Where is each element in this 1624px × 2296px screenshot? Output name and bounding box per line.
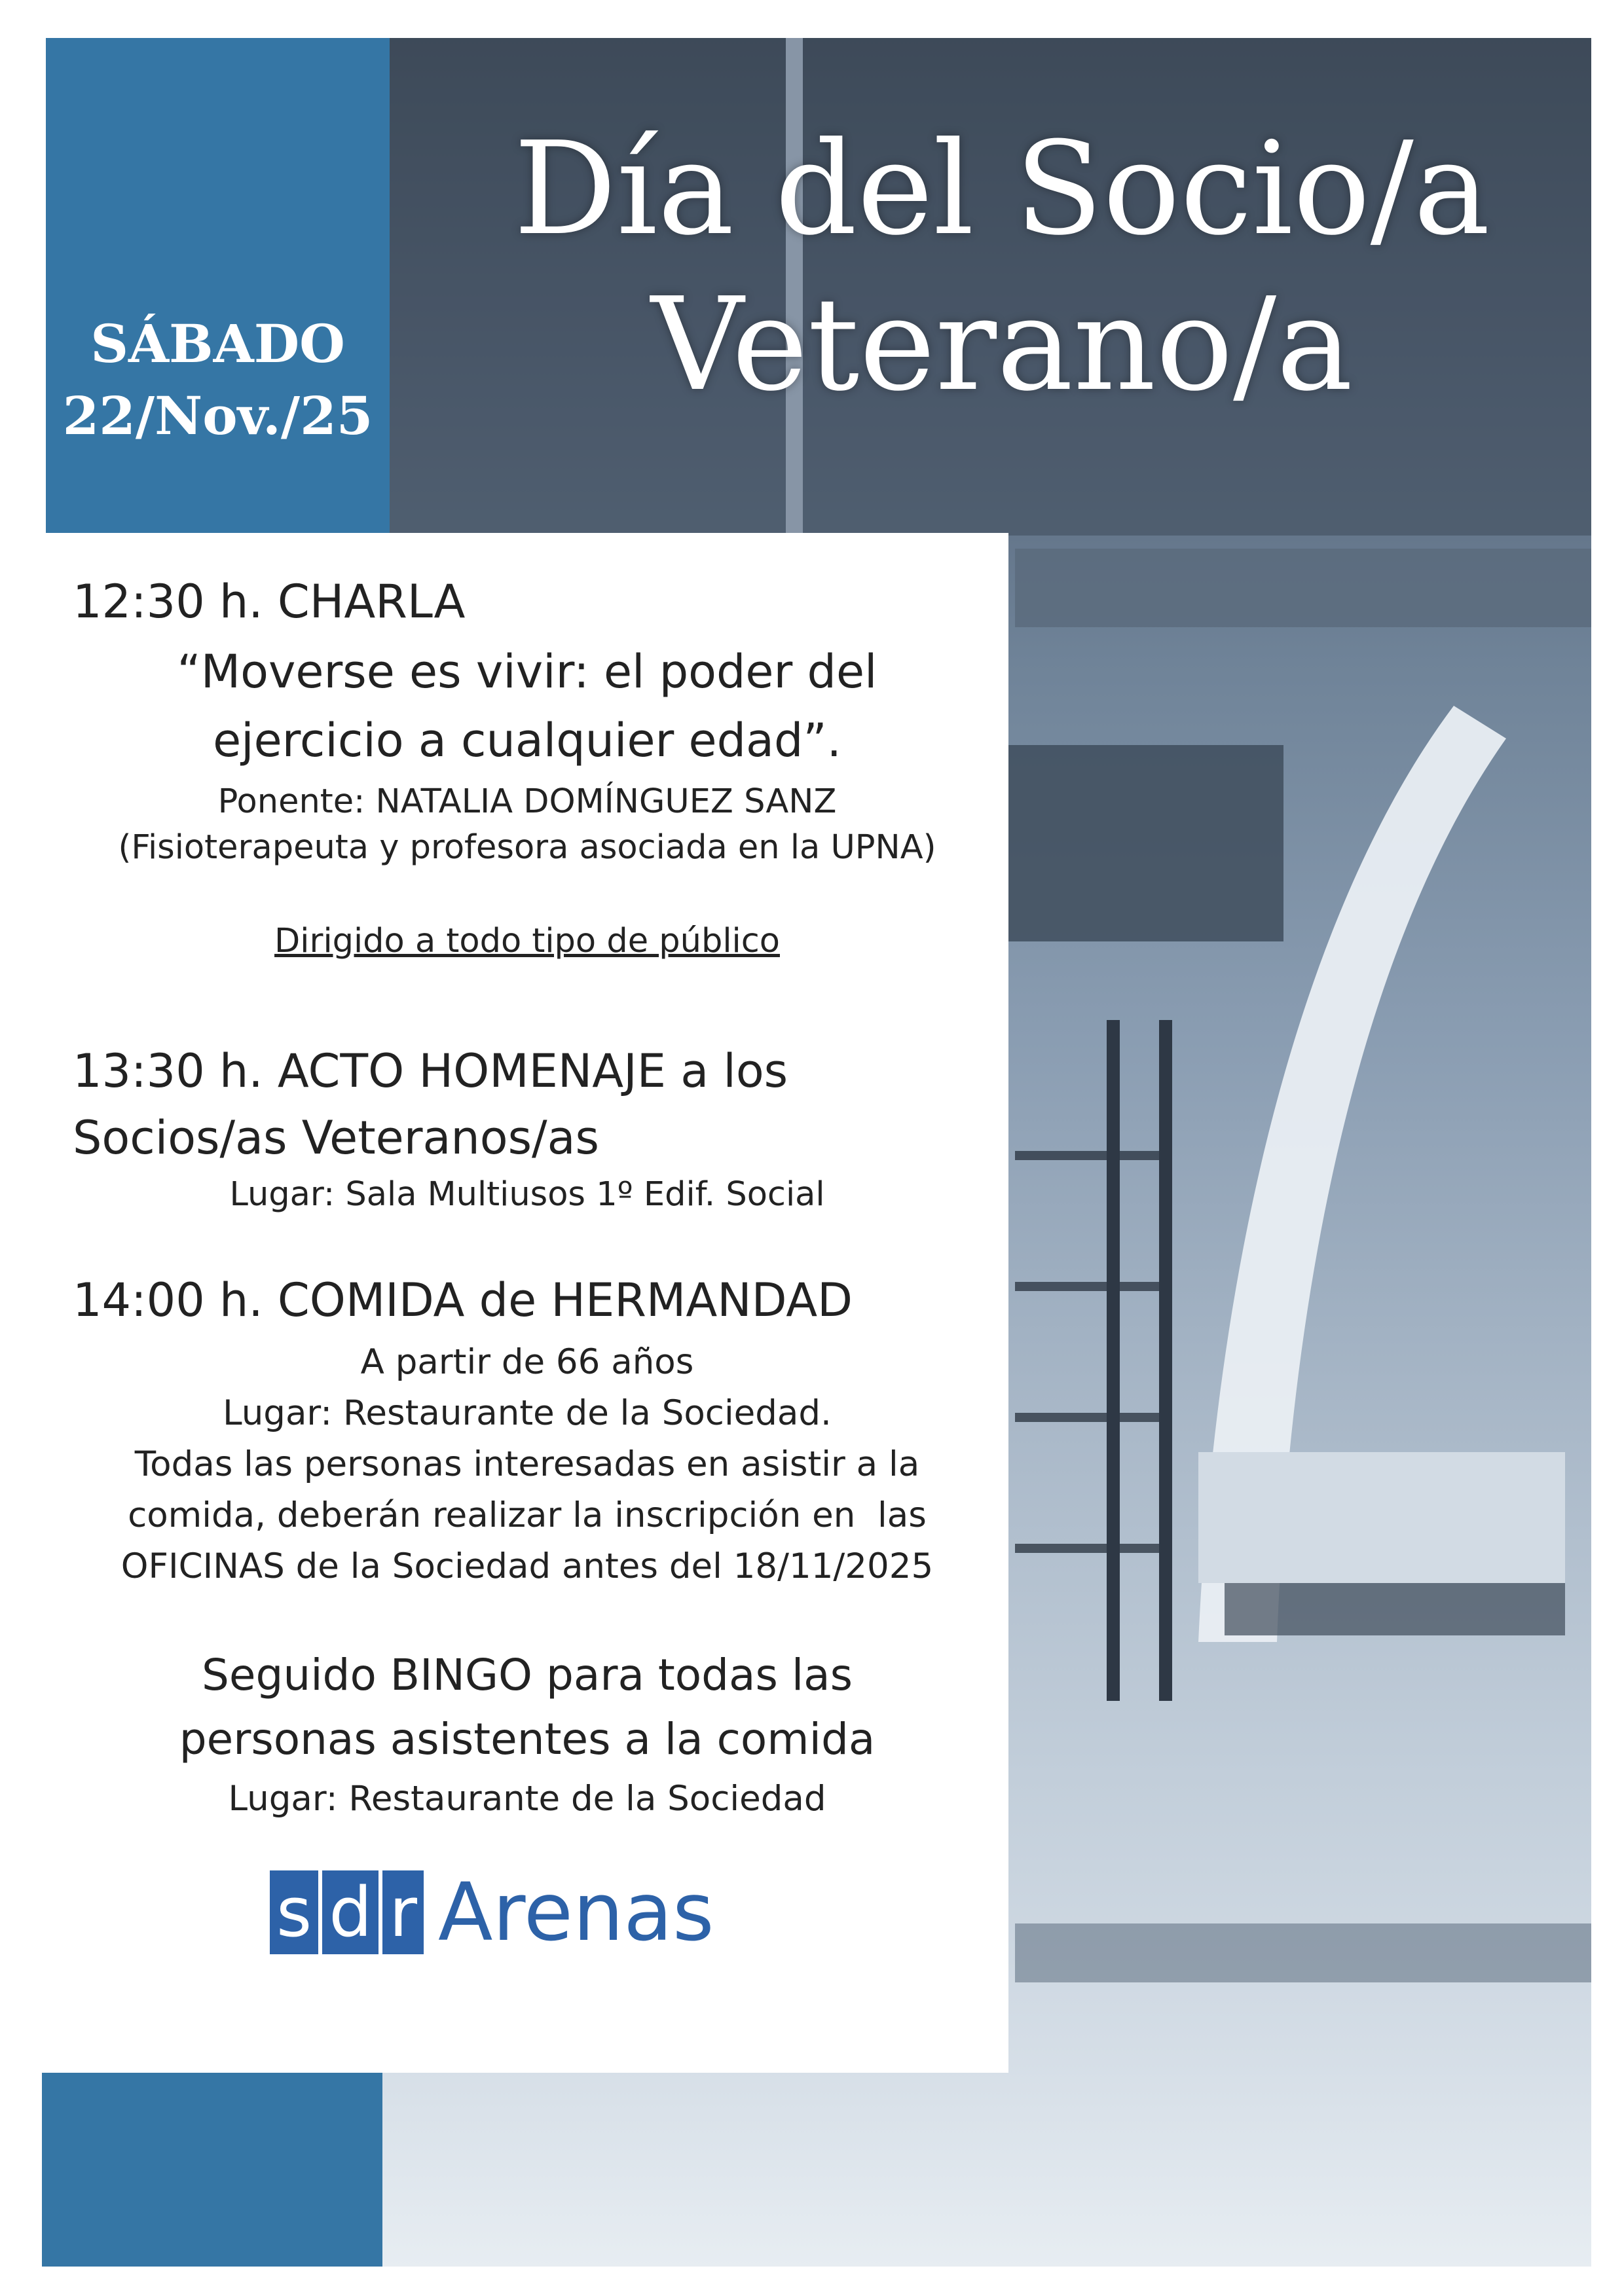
footer-block (42, 2073, 382, 2267)
event-date (46, 308, 390, 452)
logo-letter-d: d (322, 1870, 378, 1954)
comida-heading: 14:00 h. COMIDA de HERMANDAD (73, 1273, 853, 1327)
comida-note-line-2: comida, deberán realizar la inscripción en las (128, 1495, 927, 1535)
logo-letter-r: r (382, 1870, 424, 1954)
logo-word: Arenas (437, 1866, 714, 1959)
sdr-arenas-logo (270, 1868, 714, 1957)
comida-note-line-1: Todas las personas interesadas en asistir a la (134, 1444, 920, 1484)
comida-note-line-3: OFICINAS de la Sociedad antes del 18/11/2025 (120, 1546, 934, 1586)
charla-speaker-role: (Fisioterapeuta y profesora asociada en la UPNA) (118, 828, 936, 867)
logo-letter-s: s (270, 1870, 318, 1954)
bingo-line-1: Seguido BINGO para todas las (201, 1650, 853, 1700)
charla-talk-line-1: “Moverse es vivir: el poder del (177, 645, 877, 699)
poster-title (406, 111, 1598, 423)
homenaje-heading-line-2: Socios/as Veteranos/as (73, 1111, 600, 1165)
title-line-1: Día del Socio/a (513, 115, 1490, 264)
comida-age: A partir de 66 años (360, 1342, 694, 1382)
bingo-line-2: personas asistentes a la comida (179, 1714, 876, 1764)
homenaje-heading-line-1: 13:30 h. ACTO HOMENAJE a los (73, 1044, 788, 1098)
comida-place: Lugar: Restaurante de la Sociedad. (223, 1393, 832, 1433)
homenaje-place: Lugar: Sala Multiusos 1º Edif. Social (229, 1175, 825, 1214)
charla-speaker: Ponente: NATALIA DOMÍNGUEZ SANZ (217, 782, 837, 821)
date-day: SÁBADO (90, 313, 345, 374)
charla-audience: Dirigido a todo tipo de público (274, 922, 780, 960)
charla-talk-line-2: ejercicio a cualquier edad”. (213, 714, 841, 767)
title-line-2: Veterano/a (651, 270, 1353, 420)
charla-heading: 12:30 h. CHARLA (73, 575, 466, 629)
date-block (46, 38, 390, 533)
date-value: 22/Nov./25 (62, 385, 373, 446)
bingo-place: Lugar: Restaurante de la Sociedad (228, 1779, 826, 1819)
